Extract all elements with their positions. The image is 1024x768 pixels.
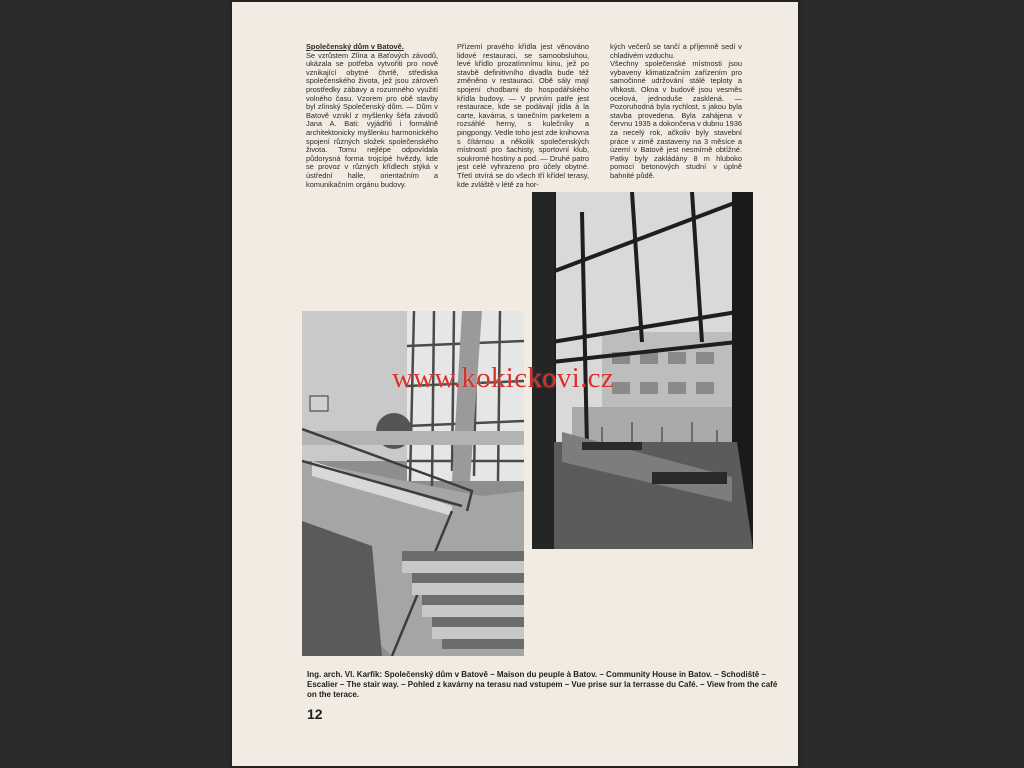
column-3-text: kých večerů se tančí a příjemně sedí v chladivém vzduchu. Všechny společenské místnosti jsou vybaveny klimatizačním zařízením pro samočinné udržování stálé teploty a vlhkosti. Okna v budově jsou vesměs ocelová, jednoduše zasklená. — Pozoruhodná byla rychlost, s jakou byla stavba provedena. Byla zahájena v červnu 1935 a dokončena v dubnu 1936 za necelý rok, ačkoliv byly stavební práce v zimě zastaveny na 3 měsíce a území v Batově jest nesmírně obtížné. Patky byly zakládány 8 m hluboko pomocí betonových studní v úplně bahnité půdě. — [610, 42, 742, 180]
photo-caption: Ing. arch. Vl. Karfík: Společenský dům v Batově – Maison du peuple à Batov. – Community House in Batov. – Schodiště – Escalier – The stair way. – Pohled z kavárny na terasu nad vstupem – Vue prise sur la terrasse du Café. – View from the café on the terace. — [307, 670, 778, 699]
column-1-text: Se vzrůstem Zlína a Baťových závodů, ukázala se potřeba vytvořiti pro nově vznikající obytné čtvrtě, střediska společenského života, jež jsou zároveň prostředky zábavy a rozumného využití volného času. Vzorem pro obě stavby byl zlínský Společenský dům. — Dům v Batově vznikl z myšlenky šéfa závodů Jana A. Bati: vyjádřiti i formálně architektonicky myšlenku harmonického spojení různých složek společenského života. Tomu nejlépe odpovídala půdorysná forma trojcípé hvězdy, kde se provoz v různých křídlech stýká v ústřední halle, orientačním a komunikačním orgánu budovy. — [306, 50, 438, 189]
text-column-2 — [457, 43, 589, 189]
page-number: 12 — [307, 706, 323, 722]
text-column-1 — [306, 43, 438, 189]
text-column-3 — [610, 43, 742, 181]
column-2-text: Přízemí pravého křídla jest věnováno lidové restauraci, se samoobsluhou, levé křídlo prozatímnímu kinu, jež po stavbě definitivního divadla bude též změněno v restauraci. Obě sály mají spojení chodbami do hospodářského křídla budovy. — V prvním patře jest restaurace, kde se podávají jídla à la carte, kavárna, s tanečním parketem a rozsáhlé herny, s kulečníky a pingpongy. Vedle toho jest zde knihovna s čítárnou a několik společenských místností pro šachisty, sportovní klub, soukromé hostiny a pod. — Druhé patro jest celé vyhrazeno pro účely obytné. Třetí otvírá se do všech tří křídel terasy, kde zvláště v létě za hor- — [457, 42, 589, 189]
watermark: www.kokickovi.cz — [392, 362, 614, 394]
article-title: Společenský dům v Batově. — [306, 42, 404, 51]
